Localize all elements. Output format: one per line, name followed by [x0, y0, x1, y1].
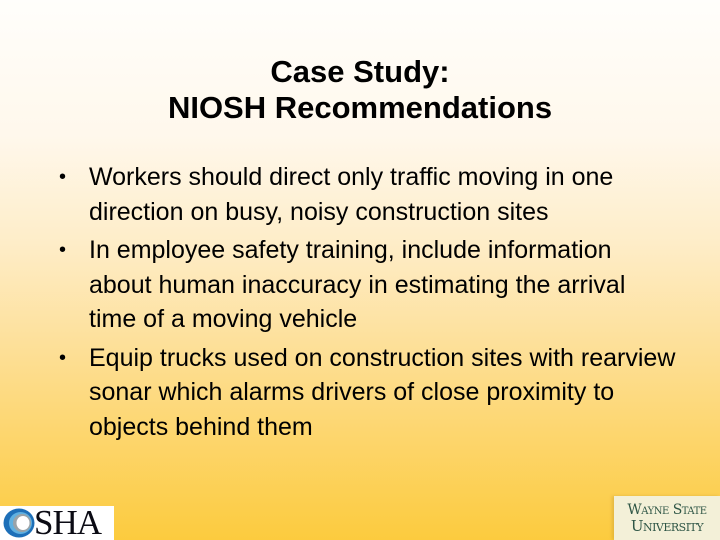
list-item	[56, 233, 676, 337]
bullet-icon: •	[59, 346, 67, 369]
recommendation-list	[56, 160, 676, 448]
wsu-logo-line-1: Wayne State	[627, 502, 707, 518]
osha-wordmark: SHA	[34, 506, 102, 540]
osha-logo	[0, 506, 114, 540]
list-item	[56, 160, 676, 229]
wayne-state-university-logo	[614, 496, 720, 540]
bullet-text: Equip trucks used on construction sites with rearview sonar which alarms drivers of close proximity to objects behind them	[89, 343, 676, 441]
title-line-2: NIOSH Recommendations	[167, 90, 553, 125]
title-line-1: Case Study:	[270, 54, 450, 89]
list-item	[56, 341, 676, 445]
bullet-icon: •	[59, 166, 67, 188]
osha-swirl-icon	[2, 507, 36, 539]
bullet-text: In employee safety training, include information about human inaccuracy in estimating the arrival time of a moving vehicle	[89, 236, 626, 333]
slide-title	[0, 54, 720, 126]
bullet-icon: •	[59, 239, 67, 261]
bullet-text: Workers should direct only traffic moving in one direction on busy, noisy construction sites	[89, 163, 614, 226]
wsu-logo-line-2: University	[630, 517, 704, 535]
